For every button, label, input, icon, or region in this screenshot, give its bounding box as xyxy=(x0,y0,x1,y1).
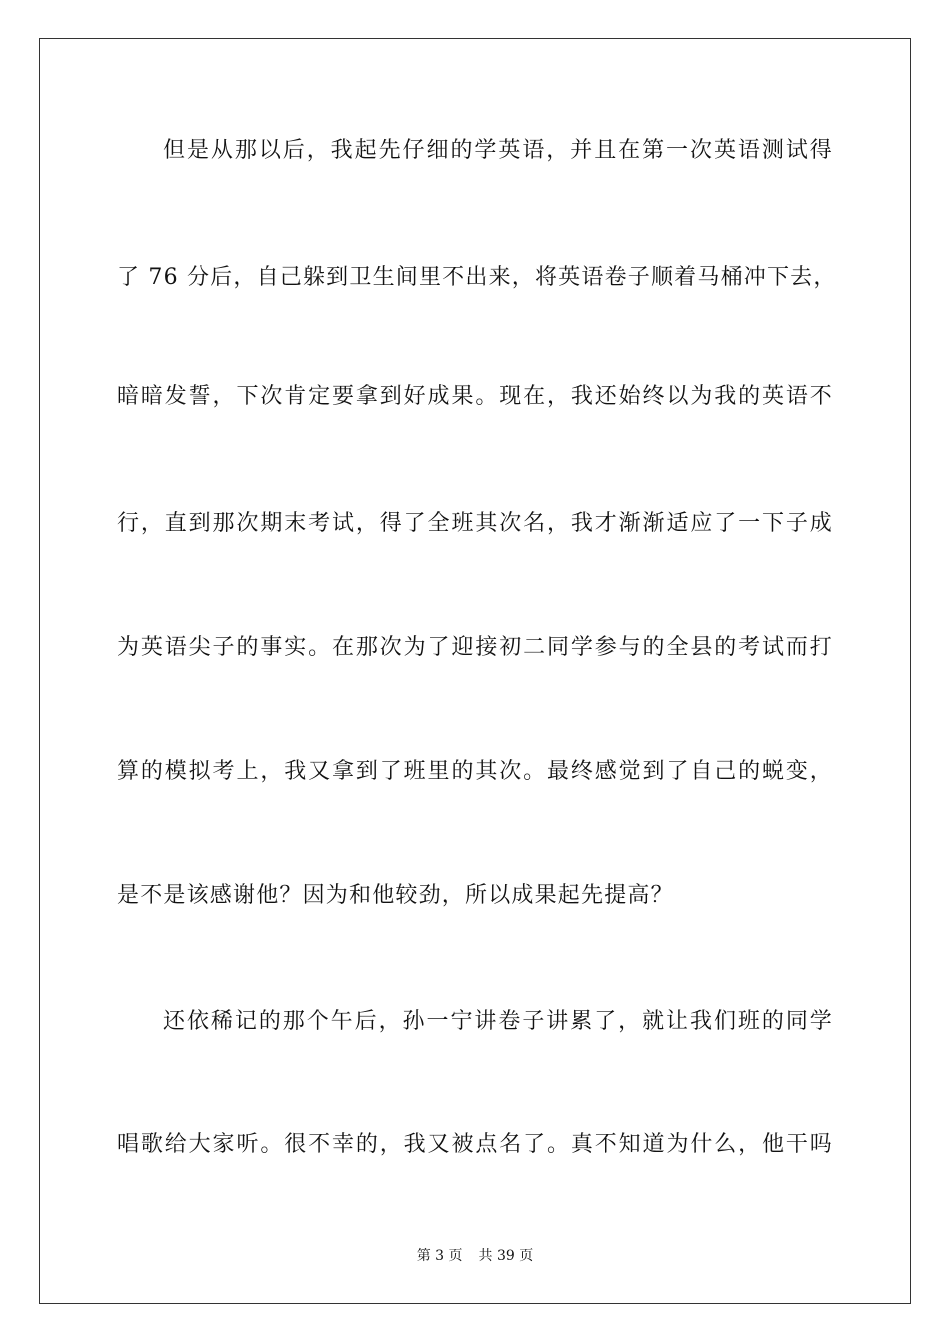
page-number: 第 3 页 xyxy=(416,1248,463,1264)
page-footer xyxy=(0,1246,950,1266)
paragraph-1-line-5: 为英语尖子的事实。在那次为了迎接初二同学参与的全县的考试而打 xyxy=(117,635,833,660)
total-pages: 共 39 页 xyxy=(478,1248,534,1264)
paragraph-2-line-2: 唱歌给大家听。很不幸的，我又被点名了。真不知道为什么，他干吗 xyxy=(117,1132,833,1157)
paragraph-1-line-6: 算的模拟考上，我又拿到了班里的其次。最终感觉到了自己的蜕变， xyxy=(117,759,833,784)
paragraph-1-line-2: 了 76 分后，自己躲到卫生间里不出来，将英语卷子顺着马桶冲下去， xyxy=(117,265,837,290)
paragraph-1-line-4: 行，直到那次期末考试，得了全班其次名，我才渐渐适应了一下子成 xyxy=(117,511,833,536)
paragraph-2-line-1: 还依稀记的那个午后，孙一宁讲卷子讲累了，就让我们班的同学 xyxy=(163,1009,833,1034)
paragraph-1-line-1: 但是从那以后，我起先仔细的学英语，并且在第一次英语测试得 xyxy=(163,138,833,163)
page-border xyxy=(39,38,911,1304)
paragraph-1-line-7: 是不是该感谢他？因为和他较劲，所以成果起先提高？ xyxy=(117,883,674,908)
paragraph-1-line-3: 暗暗发誓，下次肯定要拿到好成果。现在，我还始终以为我的英语不 xyxy=(117,384,833,409)
